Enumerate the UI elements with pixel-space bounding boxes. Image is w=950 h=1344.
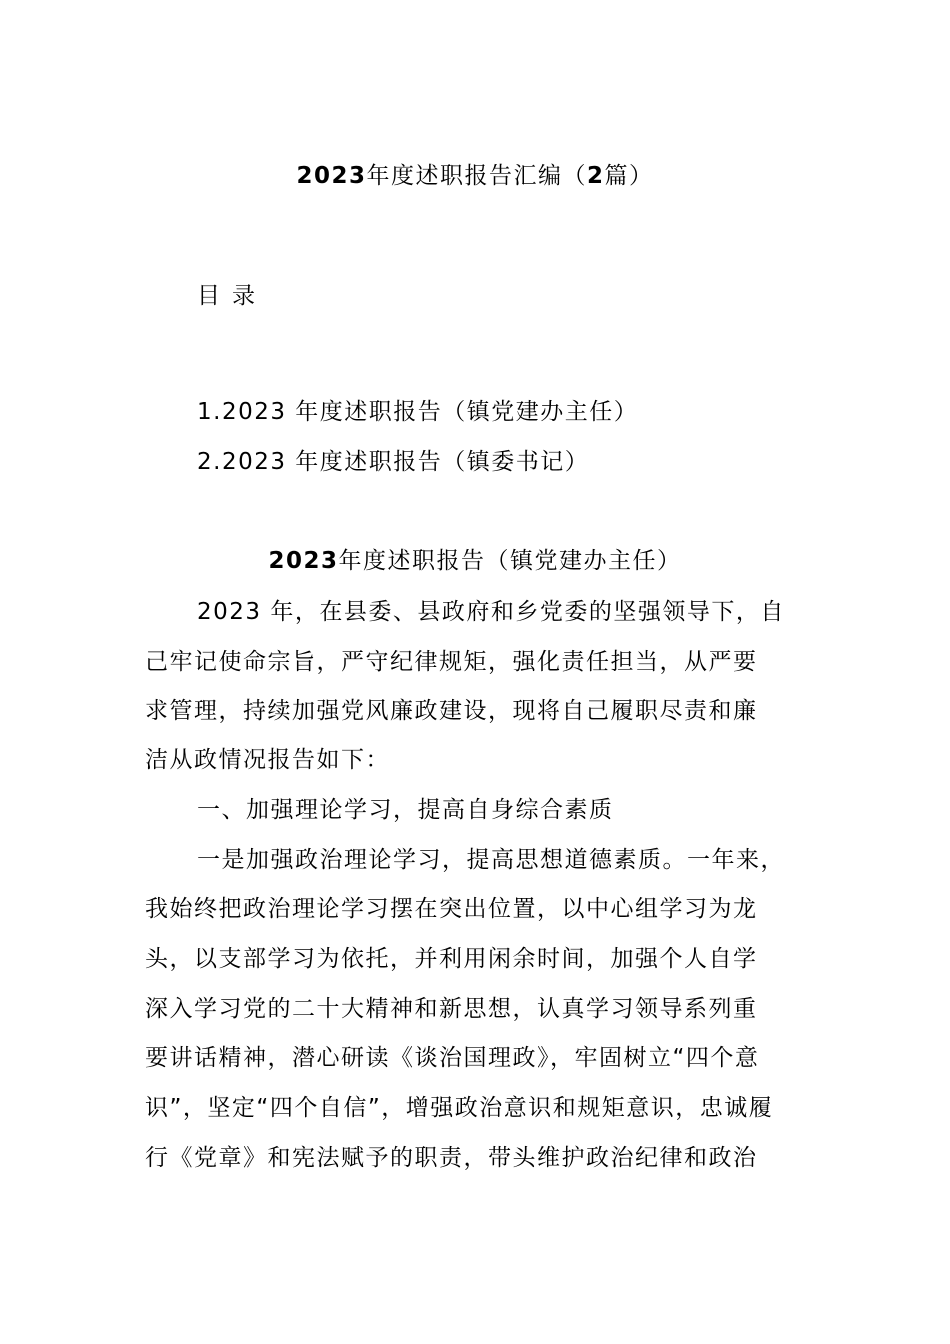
- document-title: [0, 161, 950, 191]
- body-paragraph-line: 求管理，持续加强党风廉政建设，现将自己履职尽责和廉: [145, 698, 758, 724]
- body-paragraph-line: 头，以支部学习为依托，并利用闲余时间，加强个人自学: [145, 946, 758, 972]
- toc-item: 2.2023 年度述职报告（镇委书记）: [197, 449, 590, 475]
- document-title-text: 年度述职报告汇编（: [366, 163, 587, 189]
- body-paragraph-line: 己牢记使命宗旨，严守纪律规矩，强化责任担当，从严要: [145, 649, 758, 675]
- body-paragraph-line: 识”，坚定“四个自信”，增强政治意识和规矩意识，忠诚履: [145, 1095, 774, 1121]
- section-title-year: 2023: [268, 548, 339, 574]
- body-paragraph-line: 一是加强政治理论学习，提高思想道德素质。一年来，: [197, 847, 785, 873]
- section-title: [0, 546, 950, 576]
- section-title-text: 年度述职报告（镇党建办主任）: [338, 548, 682, 574]
- toc-heading: 目录: [197, 283, 267, 309]
- document-title-end: 篇）: [604, 163, 654, 189]
- body-paragraph-line: 深入学习党的二十大精神和新思想，认真学习领导系列重: [145, 996, 758, 1022]
- document-title-count: 2: [587, 163, 605, 189]
- body-paragraph-line: 要讲话精神，潜心研读《谈治国理政》，牢固树立“四个意: [145, 1045, 760, 1071]
- toc-item: 1.2023 年度述职报告（镇党建办主任）: [197, 399, 639, 425]
- body-paragraph-line: 我始终把政治理论学习摆在突出位置，以中心组学习为龙: [145, 896, 758, 922]
- body-paragraph-line: 行《党章》和宪法赋予的职责，带头维护政治纪律和政治: [145, 1145, 758, 1171]
- section-heading: 一、加强理论学习，提高自身综合素质: [197, 797, 614, 823]
- body-paragraph-line: 2023 年，在县委、县政府和乡党委的坚强领导下，自: [197, 599, 785, 625]
- document-title-year: 2023: [296, 163, 367, 189]
- body-paragraph-line: 洁从政情况报告如下：: [145, 747, 390, 773]
